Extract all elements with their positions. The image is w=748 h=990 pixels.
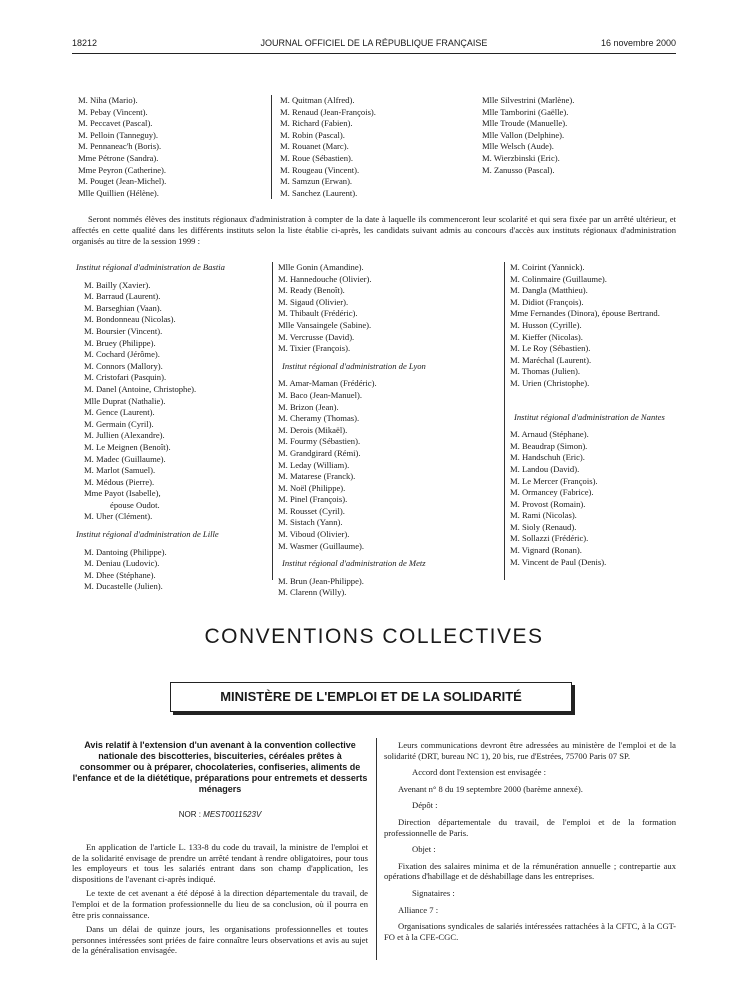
list-item: Mlle Gonin (Amandine).	[278, 262, 364, 272]
list-item: M. Derois (Mikaël).	[278, 424, 348, 435]
paragraph: Fixation des salaires minima et de la rémunération annuelle ; contrepartie aux opérations d'habillage et de déshabillage dans les entreprises.	[384, 860, 676, 882]
list-item: M. Sistach (Yann).	[278, 517, 343, 528]
paragraph: Accord dont l'extension est envisagée :	[412, 767, 546, 778]
list-item: M. Deniau (Ludovic).	[84, 558, 160, 569]
list-item: M. Thomas (Julien).	[510, 366, 581, 377]
list-item: M. Cheramy (Thomas).	[278, 413, 360, 424]
list-item: M. Noël (Philippe).	[278, 482, 346, 493]
list-item: M. Madec (Guillaume).	[84, 453, 166, 464]
list-item: Mlle Duprat (Nathalie).	[84, 395, 166, 406]
list-item: M. Pennaneac'h (Boris).	[78, 141, 162, 152]
list-item: M. Matarese (Franck).	[278, 471, 356, 482]
paragraph: Direction départementale du travail, de l'emploi et de la formation professionnelle de Paris.	[384, 816, 676, 838]
lille-lyon-metz-column	[278, 262, 498, 599]
list-item: Mlle Silvestrini (Marlène).	[482, 95, 575, 105]
list-item: M. Rougeau (Vincent).	[280, 164, 360, 175]
list-item: Mlle Vansaingele (Sabine).	[278, 319, 372, 330]
list-item: M. Arnaud (Stéphane).	[510, 429, 589, 440]
list-item: M. Barseghian (Vaan).	[84, 302, 162, 313]
list-item: M. Sioly (Renaud).	[510, 521, 577, 532]
list-item: M. Sanchez (Laurent).	[280, 187, 358, 198]
institute-heading: Institut régional d'administration de Lille	[76, 529, 219, 540]
list-item: M. Pouget (Jean-Michel).	[78, 176, 167, 187]
list-item: M. Wasmer (Guillaume).	[278, 540, 365, 551]
list-item: M. Wierzbinski (Eric).	[482, 152, 560, 163]
paragraph: Le texte de cet avenant a été déposé à la direction départementale du travail, de l'emploi et de la formation professionnelle du lieu de sa conclusion, où il pourra en être pris connaissance.	[72, 888, 368, 920]
list-item: M. Vercrusse (David).	[278, 331, 355, 342]
list-item: M. Hannedouche (Olivier).	[278, 273, 372, 284]
nor-value: MEST0011523V	[203, 810, 262, 819]
list-item: M. Amar-Maman (Frédéric).	[278, 378, 377, 389]
column-divider	[271, 95, 272, 199]
list-item: M. Rouanet (Marc).	[280, 141, 349, 152]
list-item: M. Bruey (Philippe).	[84, 337, 156, 348]
metz-nantes-column	[510, 262, 680, 568]
top-list-col1	[78, 95, 258, 199]
list-item: M. Urien (Christophe).	[510, 377, 590, 388]
list-item: M. Leday (William).	[278, 459, 350, 470]
top-list-col3	[482, 95, 672, 176]
list-item: M. Uher (Clément).	[84, 511, 153, 522]
paragraph: Dépôt :	[412, 800, 438, 811]
paragraph: Organisations syndicales de salariés intéressées rattachées à la CFTC, à la CGT-FO et à la CFE-CGC.	[384, 921, 676, 942]
institute-heading: Institut régional d'administration de Lyon	[282, 360, 426, 371]
list-item: M. Roue (Sébastien).	[280, 152, 354, 163]
list-item: M. Beaudrap (Simon).	[510, 440, 588, 451]
list-item: Mlle Tamborini (Gaëlle).	[482, 106, 569, 117]
list-item: M. Rousset (Cyril).	[278, 505, 345, 516]
paragraph: Leurs communications devront être adressées au ministère de l'emploi et de la solidarité (DRT, bureau NC 1), 20 bis, rue d'Estrées, 75700 Paris 07 SP.	[384, 740, 676, 761]
list-item: M. Rami (Nicolas).	[510, 510, 577, 521]
column-divider	[376, 738, 377, 960]
list-item: M. Dhee (Stéphane).	[84, 569, 156, 580]
list-item: M. Brizon (Jean).	[278, 401, 339, 412]
list-item: M. Vignard (Ronan).	[510, 545, 582, 556]
list-item: M. Boursier (Vincent).	[84, 325, 163, 336]
list-item: M. Provost (Romain).	[510, 498, 586, 509]
list-item: M. Pelloin (Tanneguy).	[78, 129, 159, 140]
list-item: M. Fourmy (Sébastien).	[278, 436, 361, 447]
list-item: M. Tixier (François).	[278, 343, 351, 354]
list-item: M. Le Meignen (Benoît).	[84, 441, 171, 452]
list-item: M. Barraud (Laurent).	[84, 291, 161, 302]
list-item: Mme Payot (Isabelle),	[84, 488, 161, 499]
paragraph: Signataires :	[412, 887, 455, 898]
list-item: M. Brun (Jean-Philippe).	[278, 575, 364, 586]
list-item: M. Sigaud (Olivier).	[278, 296, 349, 307]
list-item: Mlle Quillien (Hélène).	[78, 187, 159, 198]
list-item: M. Vincent de Paul (Denis).	[510, 556, 607, 567]
top-list-col2	[280, 95, 470, 199]
list-item: M. Baco (Jean-Manuel).	[278, 389, 362, 400]
list-item: Mlle Welsch (Aude).	[482, 141, 554, 152]
list-item: M. Germain (Cyril).	[84, 418, 154, 429]
list-item: M. Maréchal (Laurent).	[510, 354, 592, 365]
page-header	[72, 38, 676, 52]
list-item: M. Pinel (François).	[278, 494, 348, 505]
list-item: M. Didiot (François).	[510, 296, 584, 307]
section-title: CONVENTIONS COLLECTIVES	[204, 625, 544, 648]
list-item: M. Le Roy (Sébastien).	[510, 343, 591, 354]
intro-paragraph: Seront nommés élèves des instituts régionaux d'administration à compter de la date à laquelle ils commenceront leur scolarité et qui sera fixée par un arrêté ultérieur, et affectés en cette qualité dans les différents instituts selon la liste établie ci-après, les candidats suivant admis au concours d'accès aux instituts régionaux d'administration organisés au titre de la session 1999 :	[72, 214, 676, 246]
list-item: M. Handschuh (Eric).	[510, 452, 585, 463]
list-item: M. Grandgirard (Rémi).	[278, 447, 361, 458]
journal-title: JOURNAL OFFICIEL DE LA RÉPUBLIQUE FRANÇAISE	[260, 38, 488, 48]
list-item: M. Kieffer (Nicolas).	[510, 331, 583, 342]
nor-label: NOR :	[178, 810, 201, 819]
list-item: Mme Fernandes (Dinora), épouse Bertrand.	[510, 308, 660, 319]
list-item: M. Colinmaire (Guillaume).	[510, 273, 607, 284]
list-item: M. Jullien (Alexandre).	[84, 430, 165, 441]
list-item: M. Connors (Mallory).	[84, 360, 163, 371]
institute-heading: Institut régional d'administration de Nantes	[514, 411, 665, 422]
list-item: M. Pebay (Vincent).	[78, 106, 148, 117]
issue-date: 16 novembre 2000	[600, 38, 676, 48]
institute-heading: Institut régional d'administration de Bastia	[76, 262, 225, 272]
list-item: Mme Pétrone (Sandra).	[78, 152, 159, 163]
list-item: M. Ready (Benoît).	[278, 285, 345, 296]
list-item: M. Husson (Cyrille).	[510, 319, 582, 330]
list-item: M. Renaud (Jean-François).	[280, 106, 376, 117]
paragraph: Dans un délai de quinze jours, les organisations professionnelles et toutes personnes intéressées sont priées de faire connaître leurs observations et avis au sujet de la généralisation envisagée.	[72, 924, 368, 956]
list-item: M. Thibault (Frédéric).	[278, 308, 358, 319]
list-item: M. Le Mercer (François).	[510, 475, 598, 486]
page-number: 18212	[72, 38, 98, 48]
column-divider	[504, 262, 505, 580]
paragraph: Alliance 7 :	[398, 904, 439, 915]
paragraph: Objet :	[412, 844, 436, 855]
header-rule	[72, 53, 676, 54]
notice-right-text	[384, 740, 676, 948]
institute-heading: Institut régional d'administration de Metz	[282, 558, 426, 569]
list-item: M. Cristofari (Pasquin).	[84, 372, 167, 383]
notice-left-text	[72, 842, 368, 960]
list-item: M. Sollazzi (Frédéric).	[510, 533, 589, 544]
column-divider	[272, 262, 273, 580]
list-item: M. Landou (David).	[510, 463, 580, 474]
list-item: M. Dantoing (Philippe).	[84, 546, 167, 557]
bastia-lille-column	[72, 262, 272, 593]
list-item: M. Richard (Fabien).	[280, 118, 353, 129]
list-item: M. Cochard (Jérôme).	[84, 349, 160, 360]
list-item: M. Coirint (Yannick).	[510, 262, 585, 272]
list-item: Mme Peyron (Catherine).	[78, 164, 167, 175]
list-item: M. Dangla (Matthieu).	[510, 285, 588, 296]
list-item: épouse Oudot.	[110, 499, 160, 510]
list-item: M. Quitman (Alfred).	[280, 95, 355, 105]
list-item: M. Robin (Pascal).	[280, 129, 345, 140]
nor-reference	[72, 810, 368, 819]
list-item: M. Médous (Pierre).	[84, 476, 155, 487]
list-item: M. Peccavet (Pascal).	[78, 118, 153, 129]
list-item: M. Bondonneau (Nicolas).	[84, 314, 176, 325]
list-item: Mlle Troude (Manuelle).	[482, 118, 568, 129]
list-item: M. Zanusso (Pascal).	[482, 164, 555, 175]
list-item: M. Bailly (Xavier).	[84, 279, 151, 290]
list-item: M. Samzun (Erwan).	[280, 176, 353, 187]
list-item: M. Viboud (Olivier).	[278, 529, 350, 540]
notice-title: Avis relatif à l'extension d'un avenant à la convention collective nationale des biscotteries, biscuiteries, céréales prêtes à consommer ou à préparer, chocolateries, confiseries, aliments de l'enfance et de la diététique, préparations pour entremets et desserts ménagers	[72, 740, 368, 794]
list-item: M. Clarenn (Willy).	[278, 587, 347, 598]
ministry-box: MINISTÈRE DE L'EMPLOI ET DE LA SOLIDARITÉ	[170, 682, 572, 712]
paragraph: En application de l'article L. 133-8 du code du travail, la ministre de l'emploi et de la solidarité envisage de prendre un arrêté tendant à rendre obligatoires, pour tous les employeurs et tous les salariés entrant dans son champ d'application, les dispositions de l'avenant ci-après indiqué.	[72, 842, 368, 884]
list-item: Mlle Vallon (Delphine).	[482, 129, 565, 140]
paragraph: Avenant n° 8 du 19 septembre 2000 (barème annexé).	[398, 783, 583, 794]
list-item: M. Ducastelle (Julien).	[84, 581, 163, 592]
list-item: M. Marlot (Samuel).	[84, 465, 156, 476]
list-item: M. Niha (Mario).	[78, 95, 138, 105]
list-item: M. Danel (Antoine, Christophe).	[84, 383, 197, 394]
list-item: M. Ormancey (Fabrice).	[510, 487, 594, 498]
list-item: M. Gence (Laurent).	[84, 407, 155, 418]
